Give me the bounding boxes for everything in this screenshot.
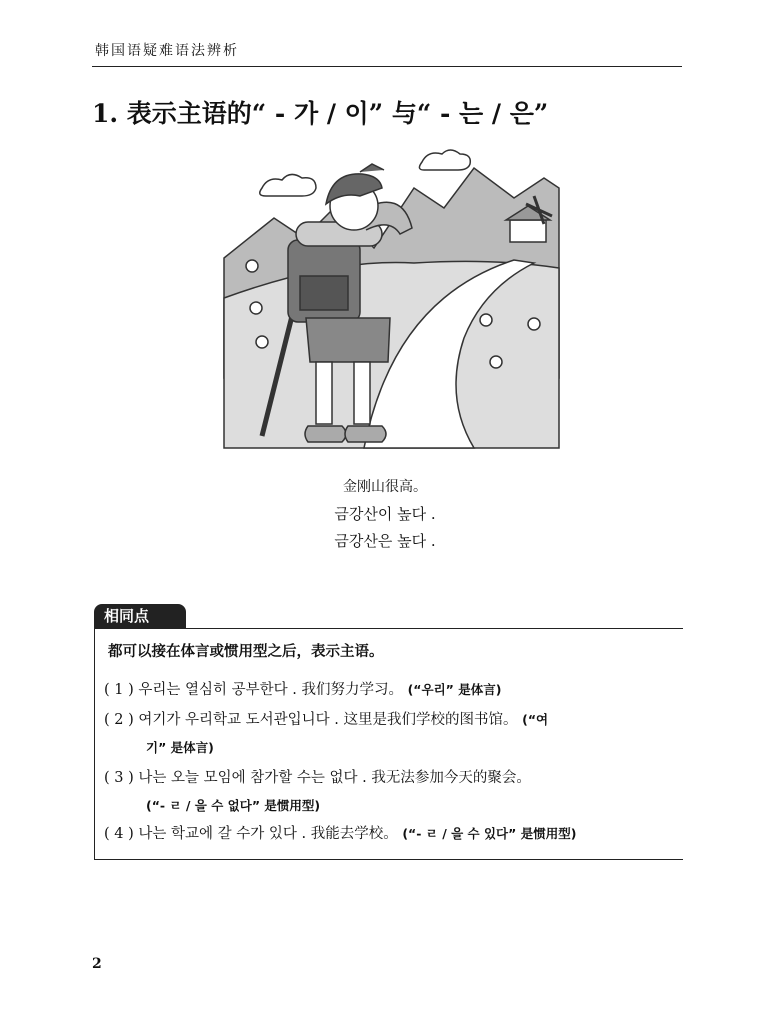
example-1 <box>104 678 501 699</box>
similarity-summary: 都可以接在体言或惯用型之后，表示主语。 <box>108 644 384 660</box>
illustration-captions <box>250 474 520 555</box>
example-1-note: (“우리” 是体言) <box>407 682 502 697</box>
example-2-text: ( 2 ) 여기가 우리학교 도서관입니다 . 这里是我们学校的图书馆。 <box>104 712 518 728</box>
example-3-continuation: (“- ㄹ / 을 수 없다” 是惯用型) <box>146 798 321 813</box>
example-3 <box>104 766 531 787</box>
example-4-note: (“- ㄹ / 을 수 있다” 是惯用型) <box>402 826 577 841</box>
example-4-text: ( 4 ) 나는 학교에 갈 수가 있다 . 我能去学校。 <box>104 826 398 842</box>
caption-korean-ga: 금강산이 높다 . <box>334 505 436 523</box>
caption-chinese: 金刚山很高。 <box>343 479 427 495</box>
example-2 <box>104 708 548 729</box>
running-head-title: 韩国语疑难语法辨析 <box>95 43 239 59</box>
caption-korean-neun: 금강산은 높다 . <box>334 532 436 550</box>
example-1-text: ( 1 ) 우리는 열심히 공부한다 . 我们努力学习。 <box>104 682 403 698</box>
example-2-note: (“여 <box>522 712 549 727</box>
example-2-continuation: 기” 是体言) <box>146 740 214 755</box>
section-title: 1. 表示主语的“ - 가 / 이” 与“ - 는 / 은” <box>92 99 549 128</box>
example-3-text: ( 3 ) 나는 오늘 모임에 참가할 수는 없다 . 我无法参加今天的聚会。 <box>104 770 531 786</box>
example-4 <box>104 822 576 843</box>
page-number: 2 <box>92 956 102 972</box>
header-rule <box>92 66 682 67</box>
hiker-illustration-icon <box>214 148 564 468</box>
similarity-tab-label: 相同点 <box>94 604 186 628</box>
